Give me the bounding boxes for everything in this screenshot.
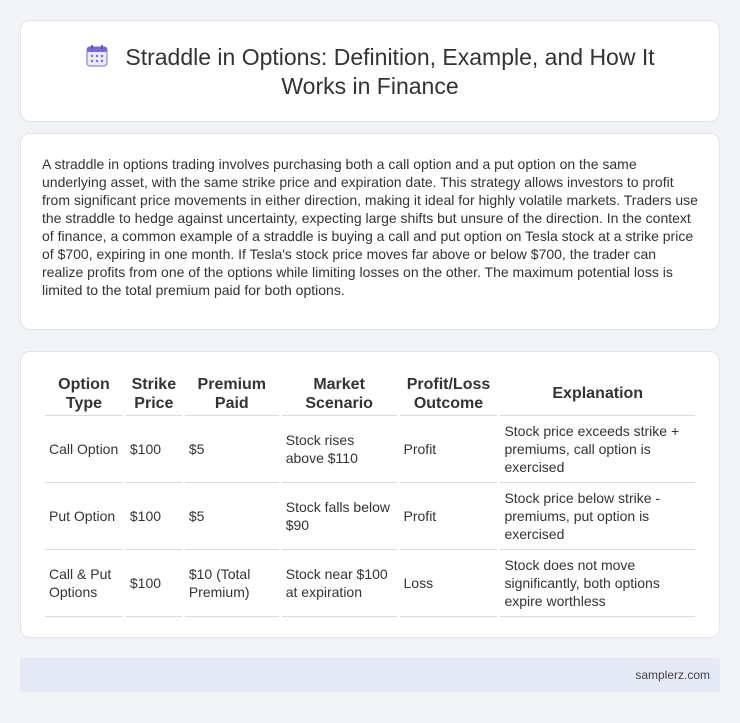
table-cell: Stock price below strike - premiums, put option is exercised [500,483,695,550]
column-header: Premium Paid [185,372,279,416]
table-cell: $100 [126,416,182,483]
calendar-icon [85,44,109,68]
table-cell: Stock does not move significantly, both options expire worthless [500,550,695,617]
table-cell: Stock price exceeds strike + premiums, call option is exercised [500,416,695,483]
table-cell: Profit [400,416,498,483]
footer-bar [20,658,720,692]
options-table [42,372,698,617]
table-header-row [45,372,695,416]
table-row [45,483,695,550]
table-cell: Profit [400,483,498,550]
table-cell: Stock falls below $90 [282,483,397,550]
table-cell: $100 [126,483,182,550]
article-card [20,133,720,330]
column-header: Market Scenario [282,372,397,416]
column-header: Option Type [45,372,123,416]
table-cell: Stock near $100 at expiration [282,550,397,617]
table-row [45,550,695,617]
table-cell: Stock rises above $110 [282,416,397,483]
title-card [20,20,720,122]
table-card [20,351,720,638]
table-cell: $5 [185,483,279,550]
page-title-text: Straddle in Options: Definition, Example, and How It Works in Finance [125,44,655,99]
table-cell: $10 (Total Premium) [185,550,279,617]
article-paragraph: A straddle in options trading involves purchasing both a call option and a put option on the same underlying asset, with the same strike price and expiration date. This strategy allows investors to profit from significant price movements in either direction, making it ideal for highly volatile markets. Traders use the straddle to hedge against uncertainty, expecting large shifts but unsure of the direction. In the context of finance, a common example of a straddle is buying a call and put option on Tesla stock at a strike price of $700, expiring in one month. If Tesla's stock price moves far above or below $700, the trader can realize profits from one of the options while limiting losses on the other. The maximum potential loss is limited to the total premium paid for both options. [42,156,698,298]
table-cell: Call Option [45,416,123,483]
column-header: Explanation [500,372,695,416]
column-header: Profit/Loss Outcome [400,372,498,416]
footer-site-link[interactable]: samplerz.com [635,668,710,682]
page-title [21,43,719,101]
column-header: Strike Price [126,372,182,416]
table-cell: Loss [400,550,498,617]
table-cell: Call & Put Options [45,550,123,617]
table-cell: $100 [126,550,182,617]
table-cell: $5 [185,416,279,483]
table-cell: Put Option [45,483,123,550]
table-row [45,416,695,483]
